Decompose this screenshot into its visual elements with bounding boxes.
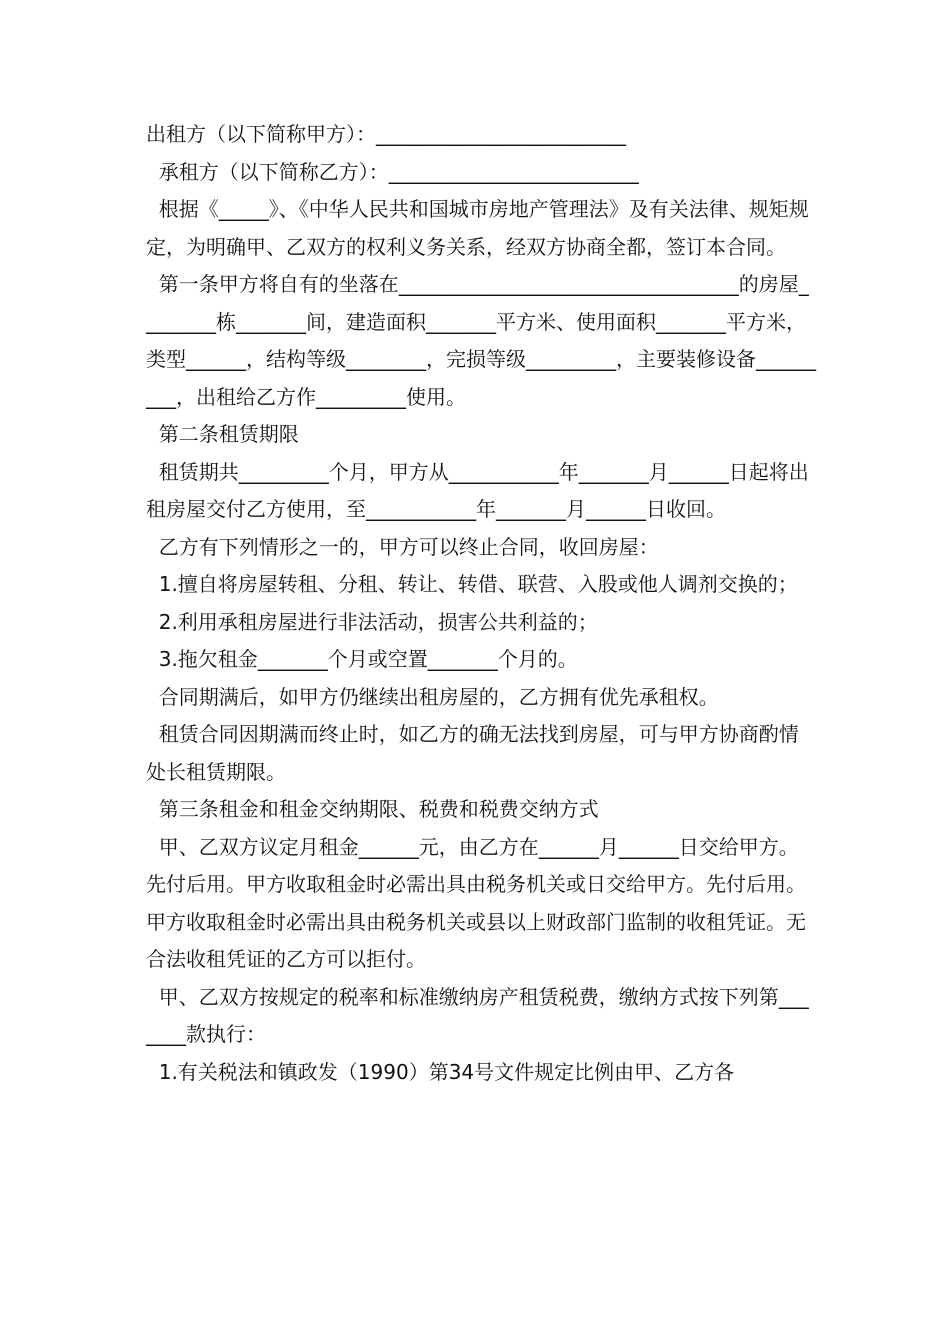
termination-intro: 乙方有下列情形之一的，甲方可以终止合同，收回房屋： — [146, 534, 659, 559]
termination-item-1: 1.擅自将房屋转租、分租、转让、转借、联营、入股或他人调剂交换的； — [146, 572, 798, 596]
article-1-paragraph: 第一条甲方将自有的坐落在__________________________________的房屋________栋_______间，建造面积_______平方米、使用面积_______平方米，类型______，结构等级________，完损等级_________，主要装修设备_________，出租给乙方作_________使用。 — [146, 272, 816, 409]
preamble-paragraph: 根据《_____》、《中华人民共和国城市房地产管理法》及有关法律、规矩规定，为明确甲、乙双方的权利义务关系，经双方协商全都，签订本合同。 — [146, 197, 809, 259]
lessee-line: 承租方（以下简称乙方）：_________________________ — [146, 159, 639, 184]
rent-paragraph: 甲、乙双方议定月租金______元，由乙方在______月______日交给甲方。先付后用。甲方收取租金时必需出具由税务机关或日交给甲方。先付后用。甲方收取租金时必需出具由税务机关或县以上财政部门监制的收租凭证。无合法收租凭证的乙方可以拒付。 — [146, 834, 806, 971]
tax-item-1: 1.有关税法和镇政发（1990）第34号文件规定比例由甲、乙方各 — [146, 1059, 735, 1084]
extension-paragraph: 租赁合同因期满而终止时，如乙方的确无法找到房屋，可与甲方协商酌情处长租赁期限。 — [146, 722, 799, 784]
document-page — [146, 116, 816, 1091]
termination-item-3: 3.拖欠租金_______个月或空置_______个月的。 — [146, 647, 578, 671]
lessor-line: 出租方（以下简称甲方）：_________________________ — [146, 122, 626, 146]
lease-term-paragraph: 租赁期共_________个月，甲方从___________年_______月______日起将出租房屋交付乙方使用，至___________年_______月______日收回。 — [146, 459, 809, 521]
tax-paragraph: 甲、乙双方按规定的税率和标准缴纳房产租赁税费，缴纳方式按下列第_______款执行： — [146, 984, 809, 1046]
renewal-paragraph: 合同期满后，如甲方仍继续出租房屋的，乙方拥有优先承租权。 — [146, 684, 719, 709]
article-2-heading: 第二条租赁期限 — [146, 422, 299, 446]
termination-item-2: 2.利用承租房屋进行非法活动，损害公共利益的； — [146, 609, 598, 634]
article-3-heading: 第三条租金和租金交纳期限、税费和税费交纳方式 — [146, 797, 599, 821]
